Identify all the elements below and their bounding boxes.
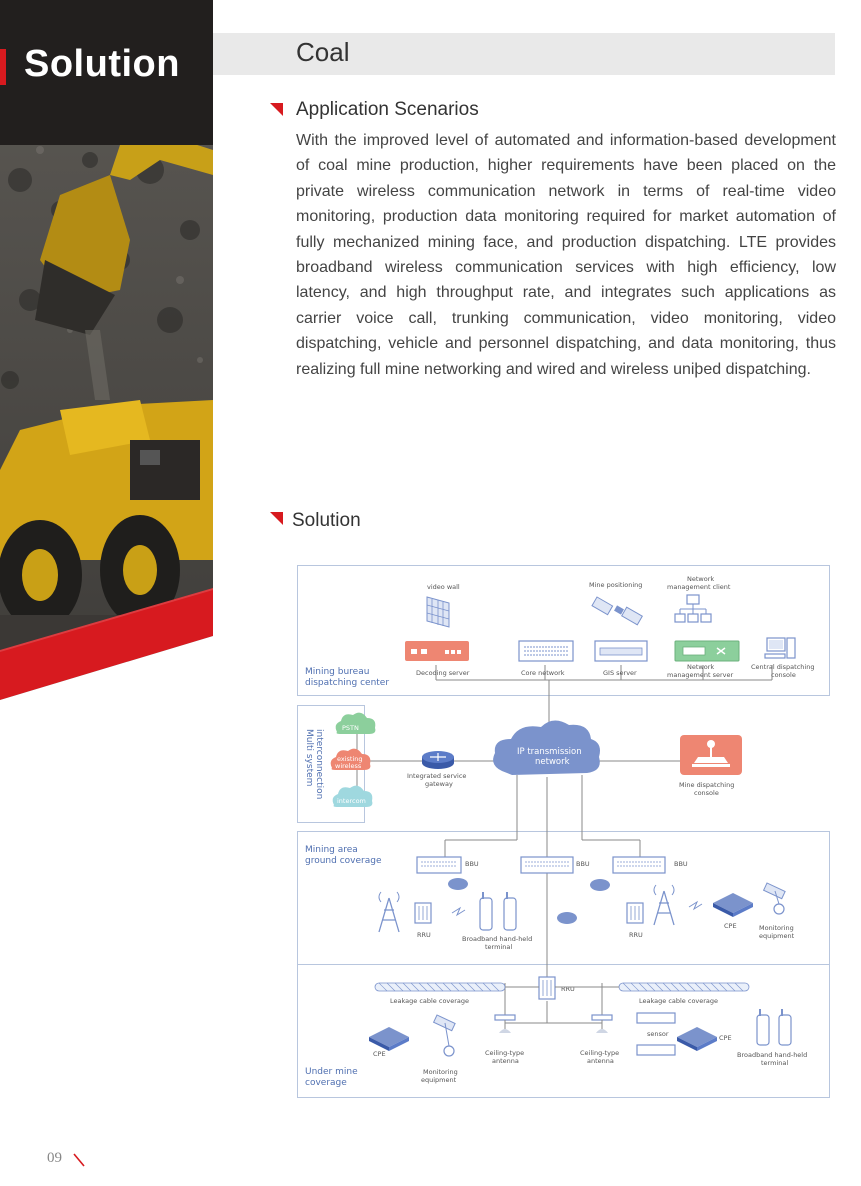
solution-heading: Solution	[292, 510, 361, 531]
monitoring-under-line2: equipment	[421, 1076, 457, 1084]
central-console-label-line1: Central dispatching	[751, 663, 815, 671]
video-wall-label: video wall	[427, 583, 460, 591]
ceiling-antenna-icon	[495, 1015, 515, 1033]
cpe-icon	[677, 1027, 717, 1051]
network-management-server-icon	[675, 641, 739, 661]
ceiling-antenna-label-line2-b: antenna	[587, 1057, 614, 1065]
monitoring-label-line1: Monitoring	[759, 924, 794, 932]
monitoring-camera-icon	[764, 883, 786, 914]
ip-network-label-line1: IP transmission	[517, 747, 582, 757]
multi-system-title	[304, 729, 324, 799]
bbu-icon	[521, 857, 573, 873]
decoding-server-icon	[405, 641, 469, 661]
existing-wireless-line2: wireless	[335, 762, 362, 770]
central-console-icon	[765, 638, 795, 658]
satellite-icon	[592, 597, 642, 625]
ceiling-antenna-label-line1-b: Ceiling-type	[580, 1049, 620, 1057]
application-paragraph: With the improved level of automated and information-based development of coal mine production, higher requirements have been placed on the private wireless communication network in terms of real-time video monitoring, production data monitoring required for market automation of fully mechanized mining face, and production dispatching. LTE provides broadband wireless communication services with high efficiency, low latency, and high throughput rate, and integrates such applications as carrier voice call, trunking communication, video monitoring, video dispatching, vehicle and personnel dispatching, and data monitoring, thus realizing full mine networking and wired and wireless uniþed dispatching.	[296, 132, 836, 378]
page-slash-icon	[73, 1153, 85, 1167]
under-mine-title-line1: Under mine	[305, 1067, 358, 1077]
decoding-server-label: Decoding server	[416, 669, 470, 677]
core-network-label: Core network	[521, 669, 565, 677]
zone-ground-coverage	[298, 832, 830, 965]
bbu-icon	[613, 857, 665, 873]
hero-image-panel	[0, 0, 213, 700]
gis-server-icon	[595, 641, 647, 661]
dispatching-center-title-line2: dispatching center	[305, 678, 390, 688]
rru-icon	[627, 903, 643, 923]
existing-wireless-line1: existing	[337, 755, 363, 763]
intercom-label: intercom	[337, 797, 366, 805]
handheld-label-line2: terminal	[485, 943, 513, 951]
monitoring-under-line1: Monitoring	[423, 1068, 458, 1076]
router-icon	[422, 751, 454, 769]
page-number: 09	[47, 1150, 62, 1166]
network-mgmt-client-line2: management client	[667, 583, 731, 591]
leakage-cable-label-right: Leakage cable coverage	[639, 997, 719, 1005]
handheld-under-line1: Broadband hand-held	[737, 1051, 808, 1059]
section-marker-icon	[270, 103, 283, 116]
red-accent-bar	[0, 49, 6, 85]
tower-antenna-icon	[654, 885, 674, 925]
wireless-signal-icon	[452, 908, 465, 915]
ground-coverage-title-line1: Mining area	[305, 845, 358, 855]
pstn-label: PSTN	[342, 724, 359, 732]
rru-icon	[539, 977, 555, 999]
application-heading: Application Scenarios	[296, 99, 479, 120]
nms-label-line2: management server	[667, 671, 734, 679]
connection-lines	[357, 665, 772, 1023]
multi-system-title-line1: Multi system	[304, 729, 314, 787]
ground-coverage-title-line2: ground coverage	[305, 856, 382, 866]
under-mine-title-line2: coverage	[305, 1078, 347, 1088]
dispatching-center-title-line1: Mining bureau	[305, 667, 370, 677]
sidebar-solution-tag	[0, 45, 213, 89]
ceiling-antenna-icon	[592, 1015, 612, 1033]
gateway-label-line2: gateway	[425, 780, 453, 788]
network-diagram	[297, 565, 831, 1099]
tower-antenna-icon	[379, 892, 399, 932]
rru-label-2: RRU	[629, 931, 643, 939]
wireless-signal-icon	[689, 902, 702, 909]
rru-label-1: RRU	[417, 931, 431, 939]
network-topology-icon	[675, 595, 711, 622]
bbu-label-3: BBU	[674, 860, 688, 868]
bbu-label-2: BBU	[576, 860, 590, 868]
leakage-cable-label-left: Leakage cable coverage	[390, 997, 470, 1005]
handheld-under-line2: terminal	[761, 1059, 789, 1067]
ceiling-antenna-label-line1: Ceiling-type	[485, 1049, 525, 1057]
gateway-label-line1: Integrated service	[407, 772, 467, 780]
monitoring-camera-icon	[434, 1015, 456, 1056]
fiber-link-icon	[448, 878, 610, 924]
network-mgmt-client-line1: Network	[687, 575, 715, 583]
handheld-label-line1: Broadband hand-held	[462, 935, 533, 943]
gis-server-label: GIS server	[603, 669, 637, 677]
sensor-label: sensor	[647, 1030, 669, 1038]
rru-label-under: RRU	[561, 985, 575, 993]
central-console-label-line2: console	[771, 671, 796, 679]
video-wall-icon	[427, 597, 449, 627]
mining-truck-photo	[0, 0, 213, 700]
cpe-icon	[713, 893, 753, 917]
cpe-label-ground: CPE	[724, 922, 737, 930]
page-title: Coal	[296, 37, 350, 67]
ceiling-antenna-label-line2: antenna	[492, 1057, 519, 1065]
handheld-terminal-icon	[480, 892, 516, 930]
sidebar-solution-label: Solution	[24, 43, 180, 85]
multi-system-title-line2: interconnection	[314, 729, 324, 800]
section-marker-icon	[270, 512, 283, 525]
mine-console-label-line2: console	[694, 789, 719, 797]
bbu-icon	[417, 857, 461, 873]
nms-label-line1: Network	[687, 663, 715, 671]
cpe-label-under: CPE	[373, 1050, 386, 1058]
ip-network-label-line2: network	[535, 757, 570, 767]
mine-positioning-label: Mine positioning	[589, 581, 643, 589]
rru-icon	[415, 903, 431, 923]
mine-dispatching-console-icon	[680, 735, 742, 775]
monitoring-label-line2: equipment	[759, 932, 795, 940]
bbu-label-1: BBU	[465, 860, 479, 868]
cpe-icon	[369, 1027, 409, 1051]
cpe-label-under-right: CPE	[719, 1034, 732, 1042]
core-network-icon	[519, 641, 573, 661]
handheld-terminal-icon	[757, 1009, 791, 1045]
mine-console-label-line1: Mine dispatching	[679, 781, 735, 789]
